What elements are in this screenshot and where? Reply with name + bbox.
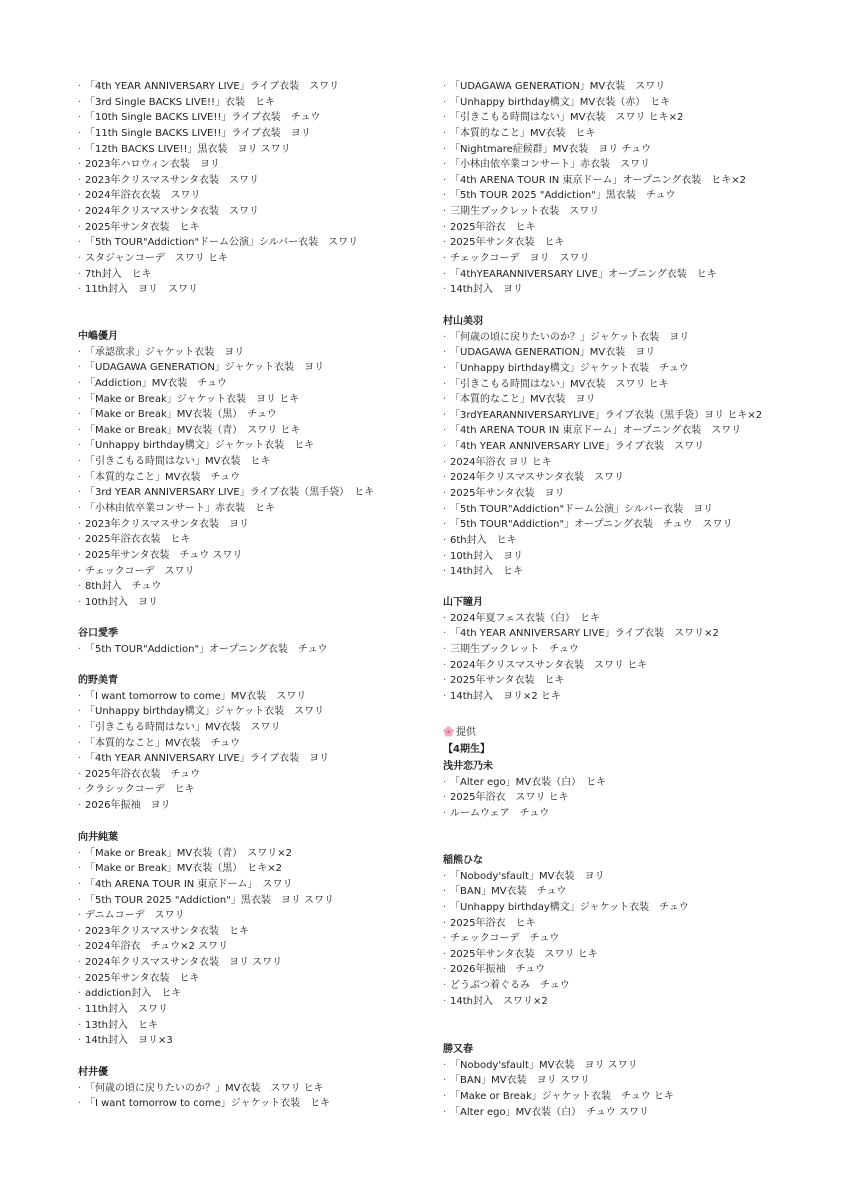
list-item: · 2025年浴衣衣装 チュウ: [78, 767, 329, 783]
list-item: · 2025年サンタ衣装 チュウ スワリ: [78, 548, 374, 564]
list-item: · 「5th TOUR"Addiction"ドーム公演」シルバー衣装 スワリ: [78, 235, 358, 251]
list-item: · 「10th Single BACKS LIVE!!」ライブ衣装 チュウ: [78, 110, 358, 126]
provided-label-row: [443, 725, 490, 741]
list-item: · ルームウェア チュウ: [443, 806, 606, 822]
list-item: · 「Unhappy birthday構文」ジャケット衣装 スワリ: [78, 704, 329, 720]
list-item: · 2023年クリスマスサンタ衣装 ヨリ: [78, 517, 374, 533]
list-item: · 14th封入 ヨリ×2 ヒキ: [443, 689, 719, 705]
member-section: [78, 1065, 330, 1112]
flower-icon: [443, 726, 454, 737]
member-name-heading: 谷口愛季: [78, 628, 118, 639]
list-item: · 2024年浴衣衣装 スワリ: [78, 188, 358, 204]
member-section: [78, 329, 374, 611]
list-item: · 「4th YEAR ANNIVERSARY LIVE」ライブ衣装 スワリ: [78, 79, 358, 95]
list-item: · 「引きこもる時間はない」MV衣装 スワリ ヒキ: [443, 377, 762, 393]
list-item: · 「3rd YEAR ANNIVERSARY LIVE」ライブ衣装（黒手袋） ヒキ: [78, 485, 374, 501]
list-item: · 「5th TOUR 2025 "Addiction"」黒衣装 ヨリ スワリ: [78, 893, 334, 909]
list-item: · 2024年クリスマスサンタ衣装 スワリ: [78, 204, 358, 220]
list-item: · 「UDAGAWA GENERATION」MV衣装 スワリ: [443, 79, 746, 95]
provided-label: 提供: [456, 727, 476, 738]
list-item: · 「Make or Break」ジャケット衣装 チュウ ヒキ: [443, 1089, 674, 1105]
list-item: · 2025年サンタ衣装 ヒキ: [78, 971, 334, 987]
list-item: · クラシックコーデ ヒキ: [78, 782, 329, 798]
list-item: · 「Make or Break」ジャケット衣装 ヨリ ヒキ: [78, 392, 374, 408]
list-item: · 2025年浴衣 ヒキ: [443, 916, 689, 932]
list-item: · 6th封入 ヒキ: [443, 533, 762, 549]
member-name-heading: 山下瞳月: [443, 597, 483, 608]
list-item: · 「Make or Break」MV衣装（青） スワリ×2: [78, 846, 334, 862]
list-item: · デニムコーデ スワリ: [78, 908, 334, 924]
list-item: · 「4th YEAR ANNIVERSARY LIVE」ライブ衣装 スワリ: [443, 439, 762, 455]
list-item: · 11th封入 ヨリ スワリ: [78, 282, 358, 298]
member-section: [443, 79, 746, 298]
list-item: · 2025年浴衣衣装 ヒキ: [78, 532, 374, 548]
list-item: · 「5th TOUR"Addiction"」オープニング衣装 チュウ: [78, 642, 328, 658]
list-item: · チェックコーデ スワリ: [78, 564, 374, 580]
list-item: · 「Unhappy birthday構文」MV衣装（赤） ヒキ: [443, 95, 746, 111]
member-name-heading: 中嶋優月: [78, 331, 118, 342]
list-item: · 「12th BACKS LIVE!!」黒衣装 ヨリ スワリ: [78, 142, 358, 158]
list-item: · 「引きこもる時間はない」MV衣装 スワリ: [78, 720, 329, 736]
list-item: · 「承認欲求」ジャケット衣装 ヨリ: [78, 345, 374, 361]
list-item: · 「何歳の頃に戻りたいのか？」MV衣装 スワリ ヒキ: [78, 1081, 330, 1097]
list-item: · チェックコーデ チュウ: [443, 931, 689, 947]
list-item: · 2023年クリスマスサンタ衣装 スワリ: [78, 173, 358, 189]
list-item: · 「4th ARENA TOUR IN 東京ドーム」オープニング衣装 スワリ: [443, 423, 762, 439]
member-name-heading: 向井純葉: [78, 832, 118, 843]
list-item: · 「5th TOUR"Addiction"ドーム公演」シルバー衣装 ヨリ: [443, 502, 762, 518]
list-item: · 10th封入 ヨリ: [78, 595, 374, 611]
list-item: · 11th封入 スワリ: [78, 1002, 334, 1018]
list-item: · addiction封入 ヒキ: [78, 986, 334, 1002]
member-section: [443, 314, 762, 580]
list-item: · 2023年ハロウィン衣装 ヨリ: [78, 157, 358, 173]
member-section: [78, 79, 358, 298]
list-item: · 13th封入 ヒキ: [78, 1018, 334, 1034]
list-item: · 「引きこもる時間はない」MV衣装 スワリ ヒキ×2: [443, 110, 746, 126]
list-item: · 14th封入 スワリ×2: [443, 994, 689, 1010]
member-name-heading: 的野美青: [78, 675, 118, 686]
generation-label: 【4期生】: [443, 743, 490, 755]
list-item: · 「Make or Break」MV衣装（黒） ヒキ×2: [78, 861, 334, 877]
list-item: · 「本質的なこと」MV衣装 チュウ: [78, 736, 329, 752]
list-item: · 14th封入 ヨリ×3: [78, 1033, 334, 1049]
member-section: [443, 759, 606, 822]
list-item: · 8th封入 チュウ: [78, 579, 374, 595]
list-item: · 「3rdYEARANNIVERSARYLIVE」ライブ衣装（黒手袋）ヨリ ヒキ×2: [443, 408, 762, 424]
member-name-heading: 村山美羽: [443, 316, 483, 327]
list-item: · 「BAN」MV衣装 チュウ: [443, 884, 689, 900]
list-item: · 「引きこもる時間はない」MV衣装 ヒキ: [78, 454, 374, 470]
list-item: · 「I want tomorrow to come」MV衣装 スワリ: [78, 689, 329, 705]
list-item: · 2025年浴衣 スワリ ヒキ: [443, 790, 606, 806]
list-item: · 2024年夏フェス衣装（白） ヒキ: [443, 611, 719, 627]
list-item: · 「BAN」MV衣装 ヨリ スワリ: [443, 1073, 674, 1089]
list-item: · 「Alter ego」MV衣装（白） ヒキ: [443, 775, 606, 791]
list-item: · 7th封入 ヒキ: [78, 267, 358, 283]
member-name-heading: 浅井恋乃未: [443, 761, 493, 772]
list-item: · 2024年浴衣 ヨリ ヒキ: [443, 455, 762, 471]
list-item: · 「何歳の頃に戻りたいのか？」ジャケット衣装 ヨリ: [443, 330, 762, 346]
list-item: · 「Alter ego」MV衣装（白） チュウ スワリ: [443, 1105, 674, 1121]
list-item: · 10th封入 ヨリ: [443, 549, 762, 565]
list-item: · 三期生ブックレット チュウ: [443, 642, 719, 658]
list-item: · 「Unhappy birthday構文」ジャケット衣装 ヒキ: [78, 438, 374, 454]
list-item: · 「Make or Break」MV衣装（青） スワリ ヒキ: [78, 423, 374, 439]
list-item: · 2025年サンタ衣装 ヒキ: [443, 235, 746, 251]
list-item: · 2026年振袖 ヨリ: [78, 798, 329, 814]
member-section: [78, 830, 334, 1049]
list-item: · チェックコーデ ヨリ スワリ: [443, 251, 746, 267]
member-name-heading: 勝又春: [443, 1044, 473, 1055]
member-section: [443, 1042, 674, 1120]
list-item: · 「Unhappy birthday構文」ジャケット衣装 チュウ: [443, 361, 762, 377]
list-item: · 2024年クリスマスサンタ衣装 ヨリ スワリ: [78, 955, 334, 971]
list-item: · 2026年振袖 チュウ: [443, 962, 689, 978]
provided-header: [443, 725, 490, 758]
list-item: · 「Addiction」MV衣装 チュウ: [78, 376, 374, 392]
member-section: [443, 595, 719, 704]
list-item: · 「本質的なこと」MV衣装 ヨリ: [443, 392, 762, 408]
member-section: [78, 626, 328, 657]
list-item: · 「11th Single BACKS LIVE!!」ライブ衣装 ヨリ: [78, 126, 358, 142]
list-item: · 「4th YEAR ANNIVERSARY LIVE」ライブ衣装 ヨリ: [78, 751, 329, 767]
list-item: · 2025年サンタ衣装 ヒキ: [443, 673, 719, 689]
list-item: · 「4th ARENA TOUR IN 東京ドーム」オープニング衣装 ヒキ×2: [443, 173, 746, 189]
list-item: · 「I want tomorrow to come」ジャケット衣装 ヒキ: [78, 1096, 330, 1112]
list-item: · スタジャンコーデ スワリ ヒキ: [78, 251, 358, 267]
list-item: · 14th封入 ヨリ: [443, 282, 746, 298]
list-item: · 「4th ARENA TOUR IN 東京ドーム」 スワリ: [78, 877, 334, 893]
list-item: · 2023年クリスマスサンタ衣装 ヒキ: [78, 924, 334, 940]
list-item: · 14th封入 ヒキ: [443, 564, 762, 580]
list-item: · 「本質的なこと」MV衣装 チュウ: [78, 470, 374, 486]
list-item: · 「Unhappy birthday構文」ジャケット衣装 チュウ: [443, 900, 689, 916]
list-item: · 「5th TOUR"Addiction"」オープニング衣装 チュウ スワリ: [443, 517, 762, 533]
list-item: · 「小林由依卒業コンサート」赤衣装 スワリ: [443, 157, 746, 173]
list-item: · 「小林由依卒業コンサート」赤衣装 ヒキ: [78, 501, 374, 517]
list-item: · 2025年サンタ衣装 ヨリ: [443, 486, 762, 502]
list-item: · 「3rd Single BACKS LIVE!!」衣装 ヒキ: [78, 95, 358, 111]
list-item: · どうぶつ着ぐるみ チュウ: [443, 978, 689, 994]
list-item: · 三期生ブックレット衣装 スワリ: [443, 204, 746, 220]
list-item: · 2024年クリスマスサンタ衣装 スワリ ヒキ: [443, 658, 719, 674]
list-item: · 「Make or Break」MV衣装（黒） チュウ: [78, 407, 374, 423]
list-item: · 「5th TOUR 2025 "Addiction"」黒衣装 チュウ: [443, 188, 746, 204]
list-item: · 2025年サンタ衣装 スワリ ヒキ: [443, 947, 689, 963]
list-item: · 2024年浴衣 チュウ×2 スワリ: [78, 939, 334, 955]
list-item: · 2024年クリスマスサンタ衣装 スワリ: [443, 470, 762, 486]
list-item: · 「4th YEAR ANNIVERSARY LIVE」ライブ衣装 スワリ×2: [443, 626, 719, 642]
list-item: · 「UDAGAWA GENERATION」MV衣装 ヨリ: [443, 345, 762, 361]
list-item: · 「UDAGAWA GENERATION」ジャケット衣装 ヨリ: [78, 360, 374, 376]
list-item: · 「Nobody'sfault」MV衣装 ヨリ スワリ: [443, 1058, 674, 1074]
member-section: [78, 673, 329, 814]
list-item: · 「Nobody'sfault」MV衣装 ヨリ: [443, 869, 689, 885]
list-item: · 「4thYEARANNIVERSARY LIVE」オープニング衣装 ヒキ: [443, 267, 746, 283]
member-name-heading: 村井優: [78, 1067, 108, 1078]
list-item: · 2025年浴衣 ヒキ: [443, 220, 746, 236]
member-name-heading: 稲熊ひな: [443, 855, 483, 866]
list-item: · 「本質的なこと」MV衣装 ヒキ: [443, 126, 746, 142]
list-item: · 「Nightmare症候群」MV衣装 ヨリ チュウ: [443, 142, 746, 158]
member-section: [443, 853, 689, 1009]
list-item: · 2025年サンタ衣装 ヒキ: [78, 220, 358, 236]
